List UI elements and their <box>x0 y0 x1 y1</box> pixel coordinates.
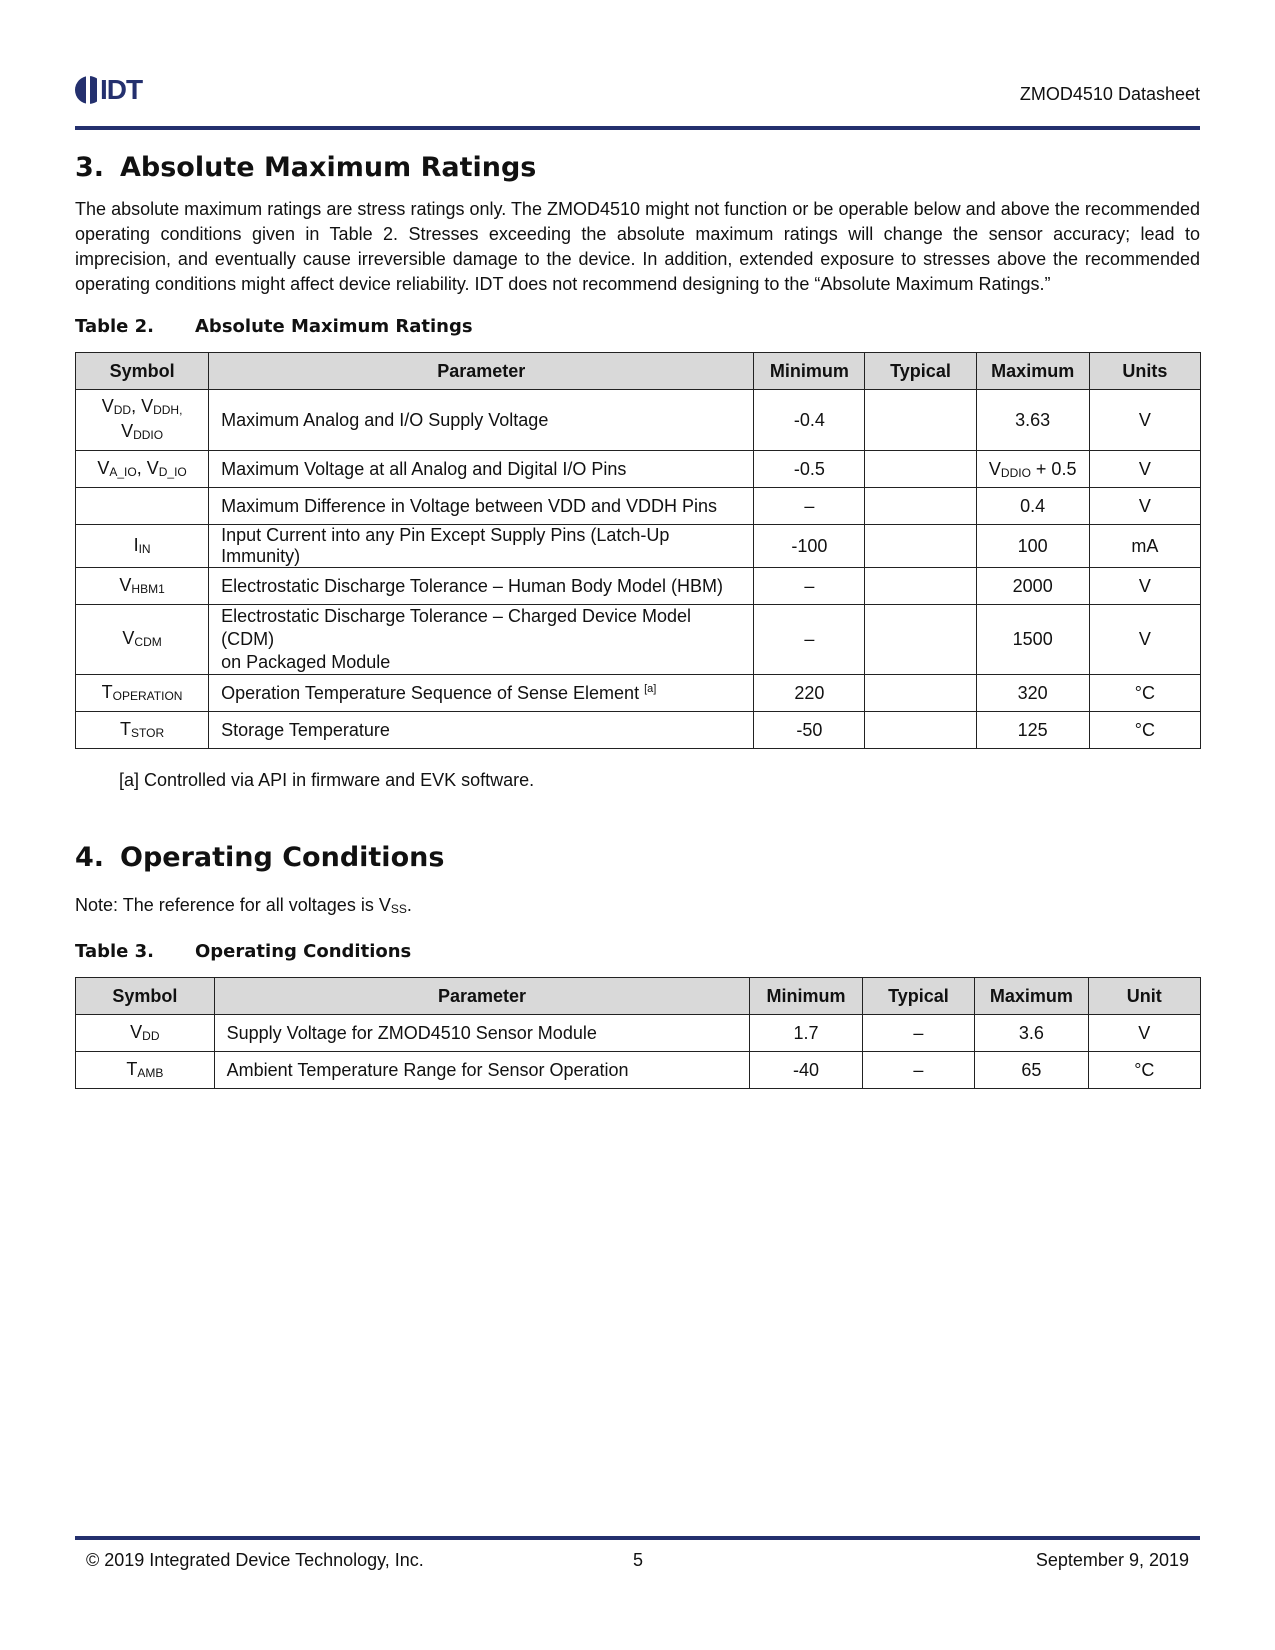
units-cell: V <box>1089 605 1200 675</box>
units-cell: V <box>1089 451 1200 488</box>
maximum-cell: 1500 <box>976 605 1089 675</box>
footnote-ref: [a] <box>644 682 657 695</box>
maximum-cell: 2000 <box>976 568 1089 605</box>
parameter-cell: Operation Temperature Sequence of Sense Element [a] <box>209 675 754 712</box>
header-typical: Typical <box>862 978 974 1015</box>
header-unit: Unit <box>1088 978 1200 1015</box>
symbol-cell: $V_{HBM1}$ <box>76 568 209 605</box>
maximum-cell: 65 <box>975 1052 1088 1089</box>
units-cell: V <box>1089 568 1200 605</box>
parameter-cell: Maximum Difference in Voltage between VDD and VDDH Pins <box>209 488 754 525</box>
header-parameter: Parameter <box>214 978 750 1015</box>
parameter-cell: Maximum Voltage at all Analog and Digital I/O Pins <box>209 451 754 488</box>
footer-copyright: © 2019 Integrated Device Technology, Inc. <box>86 1550 424 1570</box>
typical-cell <box>865 451 976 488</box>
document-title: ZMOD4510 Datasheet <box>1019 84 1200 104</box>
minimum-cell: 1.7 <box>750 1015 862 1052</box>
typical-cell: – <box>862 1015 974 1052</box>
minimum-cell: – <box>754 605 865 675</box>
footer-page-number: 5 <box>633 1550 644 1570</box>
table-header-row <box>76 978 1201 1015</box>
table-row <box>76 1052 1201 1089</box>
table-row <box>76 568 1201 605</box>
header-minimum: Minimum <box>754 353 865 390</box>
unit-cell: °C <box>1088 1052 1200 1089</box>
page-header <box>75 76 1200 128</box>
symbol-cell: $V_{DD}$ <box>76 1015 215 1052</box>
footer-date: September 9, 2019 <box>1035 1550 1189 1570</box>
table-3-caption: Table 3. Operating Conditions <box>75 941 412 962</box>
header-rule <box>75 126 1200 130</box>
header-parameter: Parameter <box>209 353 754 390</box>
minimum-cell: -40 <box>750 1052 862 1089</box>
parameter-cell: Ambient Temperature Range for Sensor Operation <box>214 1052 750 1089</box>
symbol-cell: $T_{OPERATION}$ <box>76 675 209 712</box>
typical-cell: – <box>862 1052 974 1089</box>
table-header-row <box>76 353 1201 390</box>
logo-text: IDT <box>100 74 143 105</box>
logo-mark-icon <box>75 76 97 104</box>
minimum-cell: -0.4 <box>754 390 865 451</box>
minimum-cell: -100 <box>754 525 865 568</box>
units-cell: V <box>1089 488 1200 525</box>
maximum-cell: $V_{DDIO} + 0.5$ <box>976 451 1089 488</box>
parameter-cell: Electrostatic Discharge Tolerance – Human Body Model (HBM) <box>209 568 754 605</box>
table-row <box>76 525 1201 568</box>
parameter-cell: Storage Temperature <box>209 712 754 749</box>
header-typical: Typical <box>865 353 976 390</box>
table-row <box>76 1015 1201 1052</box>
table-row <box>76 712 1201 749</box>
symbol-cell: $T_{STOR}$ <box>76 712 209 749</box>
typical-cell <box>865 390 976 451</box>
symbol-cell: $V_{A\_IO}$, $V_{D\_IO}$ <box>76 451 209 488</box>
typical-cell <box>865 525 976 568</box>
operating-conditions-table <box>75 977 1201 1089</box>
absolute-maximum-ratings-table <box>75 352 1201 749</box>
symbol-cell: $V_{CDM}$ <box>76 605 209 675</box>
parameter-cell: Supply Voltage for ZMOD4510 Sensor Module <box>214 1015 750 1052</box>
maximum-cell: 125 <box>976 712 1089 749</box>
parameter-cell: Input Current into any Pin Except Supply Pins (Latch-Up Immunity) <box>209 525 754 568</box>
symbol-cell: $I_{IN}$ <box>76 525 209 568</box>
table-2-footnote: [a] Controlled via API in firmware and EVK software. <box>119 770 535 790</box>
section-4-heading: 4. Operating Conditions <box>75 842 445 873</box>
minimum-cell: – <box>754 568 865 605</box>
table-2-caption: Table 2. Absolute Maximum Ratings <box>75 316 473 337</box>
units-cell: V <box>1089 390 1200 451</box>
idt-logo <box>75 76 142 104</box>
header-minimum: Minimum <box>750 978 862 1015</box>
parameter-cell: Electrostatic Discharge Tolerance – Charged Device Model (CDM) on Packaged Module <box>209 605 754 675</box>
section-3-heading: 3. Absolute Maximum Ratings <box>75 152 537 183</box>
maximum-cell: 3.63 <box>976 390 1089 451</box>
parameter-cell: Maximum Analog and I/O Supply Voltage <box>209 390 754 451</box>
table-row <box>76 675 1201 712</box>
minimum-cell: -50 <box>754 712 865 749</box>
table-row <box>76 390 1201 451</box>
symbol-cell: $T_{AMB}$ <box>76 1052 215 1089</box>
units-cell: mA <box>1089 525 1200 568</box>
typical-cell <box>865 605 976 675</box>
symbol-cell <box>76 488 209 525</box>
typical-cell <box>865 488 976 525</box>
units-cell: °C <box>1089 712 1200 749</box>
maximum-cell: 320 <box>976 675 1089 712</box>
typical-cell <box>865 712 976 749</box>
table-row <box>76 451 1201 488</box>
symbol-cell: $V_{DD}$, $V_{DDH,}$ $V_{DDIO}$ <box>76 390 209 451</box>
table-row <box>76 488 1201 525</box>
header-symbol: Symbol <box>76 978 215 1015</box>
unit-cell: V <box>1088 1015 1200 1052</box>
header-symbol: Symbol <box>76 353 209 390</box>
voltage-reference-note: Note: The reference for all voltages is $V_{SS}$. <box>75 895 412 916</box>
units-cell: °C <box>1089 675 1200 712</box>
header-units: Units <box>1089 353 1200 390</box>
footer-rule <box>75 1536 1200 1540</box>
typical-cell <box>865 568 976 605</box>
header-maximum: Maximum <box>976 353 1089 390</box>
minimum-cell: – <box>754 488 865 525</box>
table-row <box>76 605 1201 675</box>
typical-cell <box>865 675 976 712</box>
section-3-paragraph: The absolute maximum ratings are stress ratings only. The ZMOD4510 might not function or be operable below and above the recommended operating conditions given in Table 2. Stresses exceeding the absolute maximum ratings will change the sensor accuracy; lead to imprecision, and eventually cause irreversible damage to the device. In addition, extended exposure to stresses above the recommended operating conditions might affect device reliability. IDT does not recommend designing to the “Absolute Maximum Ratings.” <box>75 199 1200 294</box>
maximum-cell: 0.4 <box>976 488 1089 525</box>
maximum-cell: 3.6 <box>975 1015 1088 1052</box>
maximum-cell: 100 <box>976 525 1089 568</box>
minimum-cell: 220 <box>754 675 865 712</box>
minimum-cell: -0.5 <box>754 451 865 488</box>
header-maximum: Maximum <box>975 978 1088 1015</box>
